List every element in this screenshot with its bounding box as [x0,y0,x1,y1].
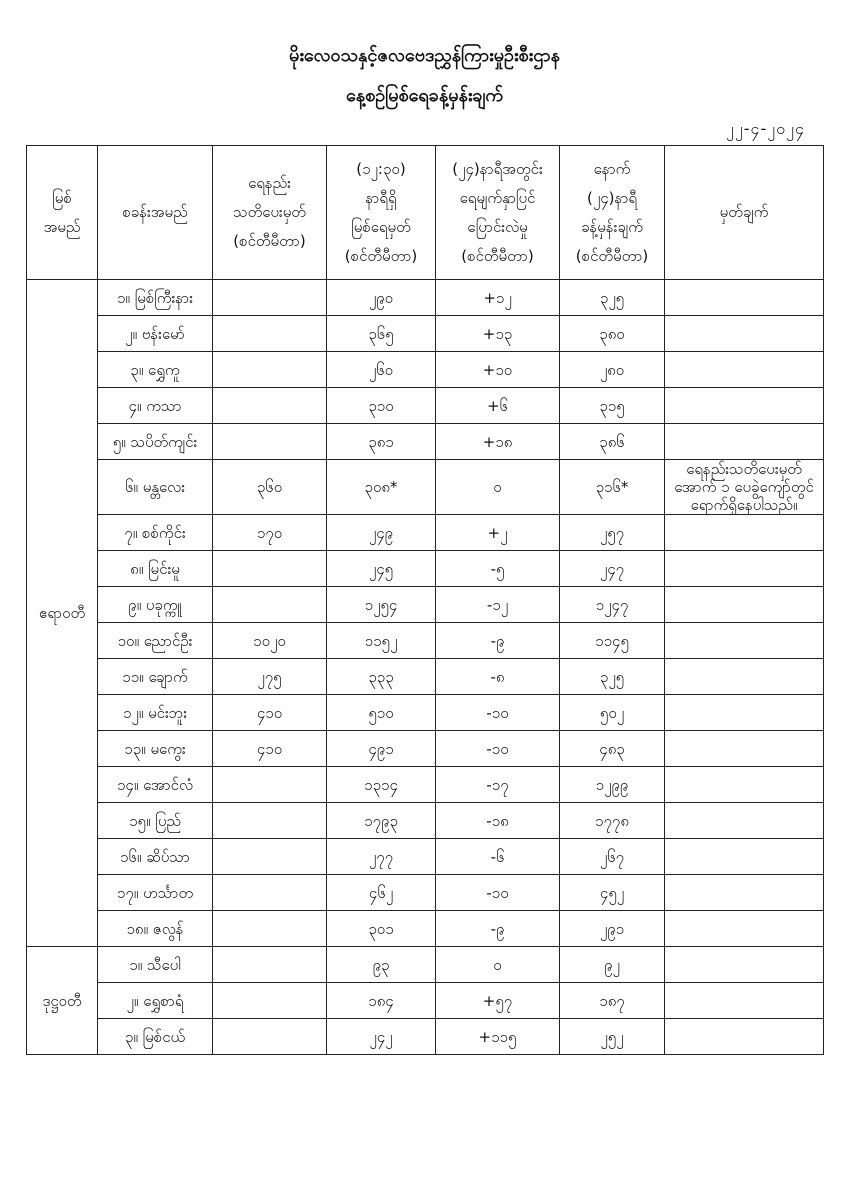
header-line: စခန်းအမည် [122,203,188,221]
forecast-cell: ၁၇၇၈ [560,803,665,839]
observed-level-cell: ၄၉၁ [327,731,436,767]
table-row [27,388,824,424]
danger-level-cell [213,280,327,316]
level-change-cell: -၈ [436,659,560,695]
station-cell: ၁၁။ ချောက် [98,659,213,695]
station-cell: ၁။ သီပေါ [98,947,213,983]
table-row [27,1019,824,1055]
header-line: နောက် [593,159,631,178]
remark-cell [665,803,824,839]
forecast-cell: ၂၆၇ [560,839,665,875]
table-row [27,731,824,767]
forecast-cell: ၂၅၂ [560,1019,665,1055]
table-row [27,460,824,515]
observed-level-cell: ၂၄၅ [327,551,436,587]
header-line: သတိပေးမှတ် [233,203,306,221]
level-change-cell: +၅၇ [436,983,560,1019]
danger-level-cell [213,388,327,424]
danger-level-cell: ၂၇၅ [213,659,327,695]
header-line: အမည် [43,217,81,236]
danger-level-cell [213,839,327,875]
header-remark [665,146,824,280]
danger-level-cell: ၁၀၂၀ [213,623,327,659]
remark-cell [665,695,824,731]
forecast-cell: ၃၂၅ [560,659,665,695]
remark-cell [665,352,824,388]
station-cell: ၃။ မြစ်ငယ် [98,1019,213,1055]
forecast-cell: ၁၂၉၉ [560,767,665,803]
station-cell: ၁၃။ မကွေး [98,731,213,767]
danger-level-cell [213,983,327,1019]
header-level-change [436,146,560,280]
table-row [27,695,824,731]
header-line: ခန့်မှန်းချက် [581,217,643,236]
observed-level-cell: ၃၀၈* [327,460,436,515]
danger-level-cell [213,911,327,947]
header-line: ပြောင်းလဲမှု [467,217,528,236]
station-cell: ၂။ ရွှေစာရံ [98,983,213,1019]
table-row [27,983,824,1019]
level-change-cell: -၁၀ [436,731,560,767]
level-change-cell: +၁၃ [436,316,560,352]
forecast-cell: ၃၈၀ [560,316,665,352]
observed-level-cell: ၃၁၀ [327,388,436,424]
remark-cell [665,767,824,803]
station-cell: ၉။ ပခုက္ကူ [98,587,213,623]
level-change-cell: -၅ [436,551,560,587]
table-row [27,767,824,803]
danger-level-cell [213,767,327,803]
report-date: ၂၂-၄-၂၀၂၄ [726,119,805,138]
level-change-cell: -၁၀ [436,875,560,911]
header-line: (စင်တီမီတာ) [461,246,534,265]
forecast-cell: ၄၈၃ [560,731,665,767]
remark-cell [665,388,824,424]
header-observed-level [327,146,436,280]
header-line: ရေနည်း [248,174,291,192]
danger-level-cell [213,1019,327,1055]
table-row [27,280,824,316]
observed-level-cell: ၉၃ [327,947,436,983]
header-row [27,146,824,280]
station-cell: ၁၀။ ညောင်ဦး [98,623,213,659]
table-row [27,947,824,983]
remark-cell [665,911,824,947]
header-forecast [560,146,665,280]
header-river [27,146,98,280]
remark-cell [665,424,824,460]
header-line: (စင်တီမီတာ) [233,232,306,250]
table-row [27,623,824,659]
page-title: မိုးလေဝသနှင့်ဇလဗေဒညွှန်ကြားမှုဦးစီးဌာန [289,45,560,66]
forecast-cell: ၄၅၂ [560,875,665,911]
header-line: (၁၂:၃၀) [356,159,406,178]
danger-level-cell [213,803,327,839]
station-cell: ၄။ ကသာ [98,388,213,424]
table-row [27,515,824,551]
forecast-cell: ၁၁၄၅ [560,623,665,659]
level-change-cell: -၁၂ [436,587,560,623]
remark-cell: ရေနည်းသတိပေးမှတ်အောက် ၁ ပေခွဲကျော်တွင် ရောက်ရှိနေပါသည်။ [665,460,824,515]
remark-cell [665,316,824,352]
danger-level-cell: ၃၆၀ [213,460,327,515]
level-change-cell: -၁၀ [436,695,560,731]
forecast-cell: ၂၈၀ [560,352,665,388]
observed-level-cell: ၃၆၅ [327,316,436,352]
observed-level-cell: ၁၃၁၄ [327,767,436,803]
remark-cell [665,875,824,911]
remark-cell [665,731,824,767]
observed-level-cell: ၂၄၂ [327,1019,436,1055]
danger-level-cell [213,875,327,911]
remark-cell [665,515,824,551]
observed-level-cell: ၄၆၂ [327,875,436,911]
table-row [27,587,824,623]
station-cell: ၁၅။ ပြည် [98,803,213,839]
station-cell: ၁၄။ အောင်လံ [98,767,213,803]
observed-level-cell: ၃၈၁ [327,424,436,460]
level-change-cell: -၆ [436,839,560,875]
observed-level-cell: ၁၁၅၂ [327,623,436,659]
remark-cell [665,280,824,316]
forecast-cell: ၂၄၇ [560,551,665,587]
remark-cell [665,839,824,875]
header-line: (၂၄)နာရီ [586,188,638,207]
table-row [27,424,824,460]
station-cell: ၇။ စစ်ကိုင်း [98,515,213,551]
table-row [27,551,824,587]
header-danger-level [213,146,327,280]
table-row [27,803,824,839]
danger-level-cell [213,587,327,623]
table-row [27,659,824,695]
header-line: နာရီရှိ [365,188,397,207]
observed-level-cell: ၂၇၇ [327,839,436,875]
remark-cell [665,587,824,623]
header-station [98,146,213,280]
level-change-cell: +၁၈ [436,424,560,460]
forecast-cell: ၃၈၆ [560,424,665,460]
station-cell: ၁၆။ ဆိပ်သာ [98,839,213,875]
observed-level-cell: ၅၁၀ [327,695,436,731]
page-subtitle: နေ့စဉ်မြစ်ရေခန့်မှန်းချက် [346,85,503,106]
level-change-cell: +၁၁၅ [436,1019,560,1055]
station-cell: ၅။ သပိတ်ကျင်း [98,424,213,460]
level-change-cell: ၀ [436,460,560,515]
header-line: (စင်တီမီတာ) [575,246,649,265]
header-line: ရေမျက်နှာပြင် [459,188,536,207]
observed-level-cell: ၃၃၃ [327,659,436,695]
table-row [27,875,824,911]
header-line: မြစ် [52,188,72,207]
level-change-cell: -၁၇ [436,767,560,803]
level-change-cell: ၀ [436,947,560,983]
forecast-table [26,145,824,1055]
observed-level-cell: ၂၆၀ [327,352,436,388]
observed-level-cell: ၁၂၅၄ [327,587,436,623]
remark-cell [665,551,824,587]
danger-level-cell: ၁၇၀ [213,515,327,551]
forecast-cell: ၂၉၁ [560,911,665,947]
station-cell: ၂။ ဗန်းမော် [98,316,213,352]
danger-level-cell [213,424,327,460]
forecast-cell: ၃၁၅ [560,388,665,424]
level-change-cell: -၁၈ [436,803,560,839]
level-change-cell: +၁၂ [436,280,560,316]
remark-cell [665,983,824,1019]
forecast-cell: ၁၂၄၇ [560,587,665,623]
level-change-cell: +၂ [436,515,560,551]
level-change-cell: -၉ [436,623,560,659]
header-line: (၂၄)နာရီအတွင်း [452,159,543,178]
station-cell: ၁၇။ ဟင်္သာတ [98,875,213,911]
observed-level-cell: ၃၀၁ [327,911,436,947]
forecast-cell: ၃၂၅ [560,280,665,316]
river-name-cell: ဧရာဝတီ [27,280,98,947]
station-cell: ၆။ မန္တလေး [98,460,213,515]
table-row [27,839,824,875]
observed-level-cell: ၂၉၀ [327,280,436,316]
danger-level-cell: ၄၁၀ [213,695,327,731]
remark-cell [665,1019,824,1055]
forecast-cell: ၅၀၂ [560,695,665,731]
header-line: (စင်တီမီတာ) [344,246,418,265]
observed-level-cell: ၁၇၉၃ [327,803,436,839]
table-row [27,316,824,352]
observed-level-cell: ၁၈၄ [327,983,436,1019]
remark-cell [665,623,824,659]
remark-cell [665,947,824,983]
observed-level-cell: ၂၄၉ [327,515,436,551]
station-cell: ၁။ မြစ်ကြီးနား [98,280,213,316]
station-cell: ၁၈။ ဇလွန် [98,911,213,947]
level-change-cell: -၉ [436,911,560,947]
danger-level-cell [213,316,327,352]
danger-level-cell [213,551,327,587]
station-cell: ၃။ ရွှေကူ [98,352,213,388]
station-cell: ၈။ မြင်းမူ [98,551,213,587]
danger-level-cell [213,352,327,388]
level-change-cell: +၆ [436,388,560,424]
station-cell: ၁၂။ မင်းဘူး [98,695,213,731]
forecast-cell: ၂၅၇ [560,515,665,551]
forecast-cell: ၃၁၆* [560,460,665,515]
header-line: မြစ်ရေမှတ် [351,217,411,236]
table-row [27,911,824,947]
danger-level-cell: ၄၁၀ [213,731,327,767]
level-change-cell: +၁၀ [436,352,560,388]
remark-cell [665,659,824,695]
forecast-cell: ၁၈၇ [560,983,665,1019]
river-name-cell: ဒုဋ္ဌဝတီ [27,947,98,1055]
table-row [27,352,824,388]
header-line: မှတ်ချက် [719,203,769,221]
forecast-cell: ၉၂ [560,947,665,983]
danger-level-cell [213,947,327,983]
